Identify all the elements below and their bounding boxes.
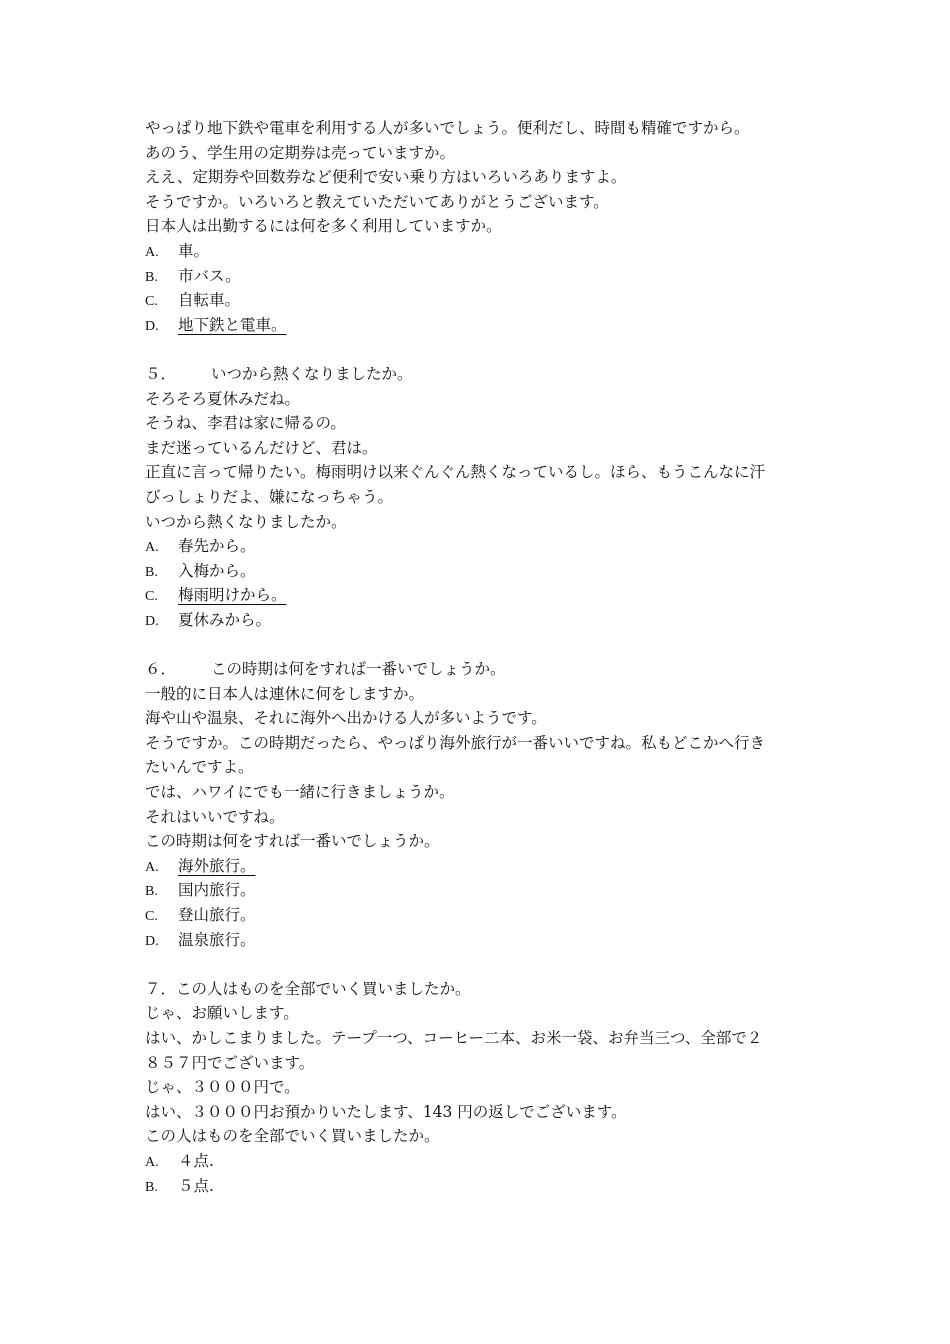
- question-5-options: [145, 534, 815, 632]
- option-text: ４点.: [178, 1151, 214, 1170]
- question-7-dialogue: [145, 1001, 815, 1149]
- option-letter: A.: [145, 244, 159, 260]
- option-letter: A.: [145, 540, 159, 556]
- option-text: 温泉旅行。: [178, 930, 256, 949]
- question-6-dialogue: [145, 682, 815, 854]
- option-text: 国内旅行。: [178, 881, 256, 900]
- question-number: ５．: [145, 364, 177, 383]
- option-c: [145, 903, 815, 928]
- dialogue-line: はい、３０００円お預かりいたします、143 円の返しでございます。: [145, 1102, 627, 1121]
- option-text-underlined: 梅雨明けから。: [178, 586, 287, 605]
- dialogue-line: たいんですよ。: [145, 758, 254, 777]
- option-b: [145, 1174, 815, 1199]
- option-b: [145, 264, 815, 289]
- option-b: [145, 559, 815, 584]
- option-letter: D.: [145, 613, 159, 629]
- dialogue-line: そうですか。この時期だったら、やっぱり海外旅行が一番いいですね。私もどこかへ行き: [145, 733, 766, 752]
- question-title: この時期は何をすれば一番いでしょうか。: [211, 660, 506, 679]
- dialogue-line: びっしょりだよ、嫌になっちゃう。: [145, 487, 394, 506]
- question-4-dialogue: [145, 116, 815, 239]
- option-text-underlined: 海外旅行。: [178, 856, 256, 875]
- option-letter: D.: [145, 933, 159, 949]
- question-line: この時期は何をすれば一番いでしょうか。: [145, 832, 440, 851]
- option-text: 登山旅行。: [178, 906, 256, 924]
- dialogue-line: ８５７円でございます。: [145, 1053, 315, 1072]
- option-d-answer: [145, 313, 815, 338]
- option-text: 夏休みから。: [178, 610, 272, 629]
- option-letter: C.: [145, 909, 158, 924]
- option-text-underlined: 地下鉄と電車。: [178, 315, 287, 334]
- question-title: いつから熱くなりましたか。: [211, 364, 413, 383]
- option-d: [145, 608, 815, 633]
- dialogue-line: では、ハワイにでも一緒に行きましょうか。: [145, 783, 455, 802]
- option-letter: A.: [145, 859, 159, 875]
- question-5-heading: [145, 362, 815, 387]
- option-text: 自転車。: [178, 291, 241, 310]
- option-c-answer: [145, 583, 815, 608]
- dialogue-line: ええ、定期券や回数券など便利で安い乗り方はいろいろありますよ。: [145, 168, 627, 187]
- dialogue-line: あのう、学生用の定期券は売っていますか。: [145, 143, 456, 162]
- option-letter: C.: [145, 589, 158, 605]
- question-6-heading: [145, 657, 815, 682]
- option-letter: B.: [145, 269, 158, 285]
- option-text: 車。: [178, 241, 210, 260]
- option-letter: A.: [145, 1154, 159, 1170]
- option-letter: B.: [145, 884, 158, 900]
- dialogue-line: 一般的に日本人は連休に何をしますか。: [145, 684, 425, 703]
- option-a: [145, 534, 815, 559]
- dialogue-line: はい、かしこまりました。テープ一つ、コーヒー二本、お米一袋、お弁当三つ、全部で２: [145, 1028, 763, 1047]
- dialogue-line: そろそろ夏休みだね。: [145, 389, 301, 408]
- option-text: ５点.: [178, 1176, 214, 1195]
- question-line: この人はものを全部でいく買いましたか。: [145, 1127, 440, 1146]
- question-6-options: [145, 854, 815, 952]
- option-c: [145, 288, 815, 313]
- dialogue-line: 正直に言って帰りたい。梅雨明け以来ぐんぐん熱くなっているし。ほら、もうこんなに汗: [145, 463, 766, 482]
- option-b: [145, 878, 815, 903]
- option-a: [145, 1149, 815, 1174]
- question-number: ６．: [145, 660, 177, 679]
- option-text: 入梅から。: [178, 561, 256, 580]
- question-7-options: [145, 1149, 815, 1198]
- option-text: 市バス。: [178, 266, 241, 285]
- question-5-dialogue: [145, 387, 815, 535]
- question-4-options: [145, 239, 815, 337]
- option-d: [145, 928, 815, 953]
- option-a: [145, 239, 815, 264]
- option-a-answer: [145, 854, 815, 879]
- dialogue-line: やっぱり地下鉄や電車を利用する人が多いでしょう。便利だし、時間も精確ですから。: [145, 119, 750, 137]
- option-letter: B.: [145, 1179, 158, 1195]
- question-line: いつから熱くなりましたか。: [145, 512, 347, 531]
- option-letter: D.: [145, 318, 159, 334]
- dialogue-line: そうね、李君は家に帰るの。: [145, 414, 346, 433]
- dialogue-line: まだ迷っているんだけど、君は。: [145, 438, 378, 457]
- question-7-heading: ７．この人はものを全部でいく買いましたか。: [145, 979, 471, 998]
- option-text: 春先から。: [178, 537, 256, 556]
- dialogue-line: そうですか。いろいろと教えていただいてありがとうございます。: [145, 192, 609, 211]
- option-letter: B.: [145, 564, 158, 580]
- dialogue-line: 海や山や温泉、それに海外へ出かける人が多いようです。: [145, 709, 547, 728]
- question-line: 日本人は出勤するには何を多く利用していますか。: [145, 217, 502, 236]
- dialogue-line: それはいいですね。: [145, 807, 285, 826]
- document-page: [145, 116, 815, 1198]
- dialogue-line: じゃ、お願いします。: [145, 1004, 299, 1023]
- dialogue-line: じゃ、３０００円で。: [145, 1078, 300, 1097]
- option-letter: C.: [145, 294, 158, 310]
